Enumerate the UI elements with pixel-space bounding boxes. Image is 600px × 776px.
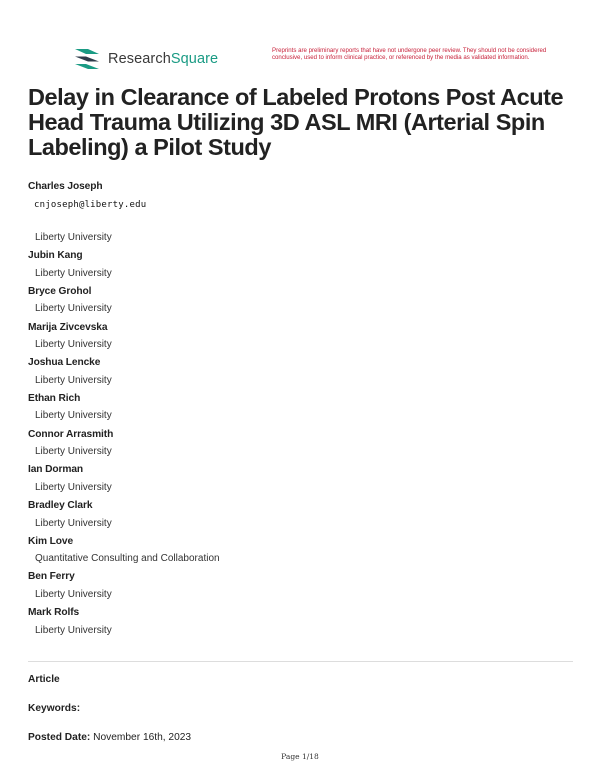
author-name: Joshua Lencke: [28, 357, 101, 369]
posted-date-label: Posted Date:: [28, 732, 91, 743]
author-name: Mark Rolfs: [28, 607, 80, 619]
article-type: Article: [28, 674, 60, 685]
author-name: Ethan Rich: [28, 393, 81, 405]
author-name: Bryce Grohol: [28, 285, 92, 297]
page-indicator: Page 1/18: [281, 752, 319, 761]
author-name: Ben Ferry: [28, 571, 75, 583]
author-affiliation: Liberty University: [35, 624, 112, 636]
author-name: Ian Dorman: [28, 464, 84, 476]
author-affiliation: Liberty University: [35, 446, 112, 458]
logo-text-accent: Square: [170, 51, 219, 67]
logo-text: [108, 51, 218, 67]
section-divider: [28, 661, 573, 662]
author-email-link[interactable]: cnjoseph@liberty.edu: [34, 200, 147, 210]
author-name: Jubin Kang: [28, 250, 83, 262]
author-affiliation: Liberty University: [35, 303, 112, 315]
author-affiliation: Liberty University: [35, 410, 112, 422]
author-affiliation: Liberty University: [35, 517, 112, 529]
author-affiliation: Liberty University: [35, 374, 112, 386]
research-square-logo[interactable]: [74, 48, 218, 70]
preprint-disclaimer: Preprints are preliminary reports that have not undergone peer review. They should not be considered conclusive, used to inform clinical practice, or referenced by the media as validated information.: [272, 47, 547, 62]
research-square-logo-icon: [74, 48, 100, 70]
author-affiliation: Liberty University: [35, 232, 112, 243]
author-name: Marija Zivcevska: [28, 321, 108, 333]
posted-date-value: November 16th, 2023: [93, 732, 192, 743]
author-affiliation: Liberty University: [35, 339, 112, 351]
author-name: Kim Love: [28, 535, 74, 547]
author-list: [28, 181, 573, 643]
posted-date-line: [28, 732, 191, 743]
page-header: [0, 0, 600, 80]
author-affiliation: Liberty University: [35, 588, 112, 600]
logo-text-primary: Research: [108, 51, 171, 67]
author-name: Connor Arrasmith: [28, 428, 114, 440]
keywords-label: Keywords:: [28, 703, 81, 714]
author-name: Bradley Clark: [28, 500, 93, 512]
paper-title: Delay in Clearance of Labeled Protons Post Acute Head Trauma Utilizing 3D ASL MRI (Arterial Spin Labeling) a Pilot Study: [28, 84, 564, 160]
author-affiliation: Liberty University: [35, 267, 112, 279]
author-affiliation: Liberty University: [35, 481, 112, 493]
author-name: Charles Joseph: [28, 181, 103, 192]
author-affiliation: Quantitative Consulting and Collaboration: [35, 553, 220, 565]
